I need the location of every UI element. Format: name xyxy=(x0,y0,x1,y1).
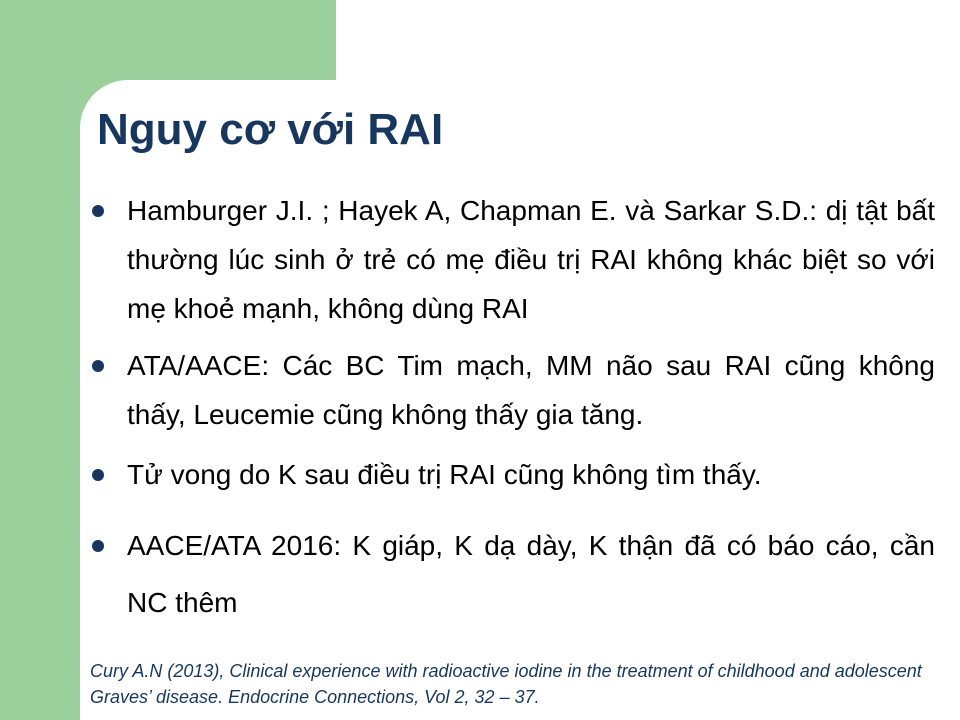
bullet-dot-icon xyxy=(92,205,104,217)
bullet-item xyxy=(90,341,935,439)
bullet-item xyxy=(90,454,935,495)
bullet-item xyxy=(90,517,935,631)
bullet-dot-icon xyxy=(92,360,104,372)
bullet-text: ATA/AACE: Các BC Tim mạch, MM não sau RAI cũng không thấy, Leucemie cũng không thấy gia tăng. xyxy=(127,350,935,430)
bullet-text: AACE/ATA 2016: K giáp, K dạ dày, K thận đã có báo cáo, cần NC thêm xyxy=(127,530,935,618)
citation: Cury A.N (2013), Clinical experience with radioactive iodine in the treatment of childhood and adolescent Graves’ disease. Endocrine Connections, Vol 2, 32 – 37. xyxy=(90,661,922,707)
slide-title: Nguy cơ với RAI xyxy=(97,105,444,154)
bullet-item xyxy=(90,186,935,333)
bullet-list xyxy=(90,186,935,631)
bullet-dot-icon xyxy=(92,540,104,552)
bullet-dot-icon xyxy=(92,469,104,481)
bullet-text: Hamburger J.I. ; Hayek A, Chapman E. và Sarkar S.D.: dị tật bất thường lúc sinh ở trẻ có mẹ điều trị RAI không khác biệt so với mẹ khoẻ mạnh, không dùng RAI xyxy=(127,195,935,324)
bullet-text: Tử vong do K sau điều trị RAI cũng không tìm thấy. xyxy=(127,459,762,490)
